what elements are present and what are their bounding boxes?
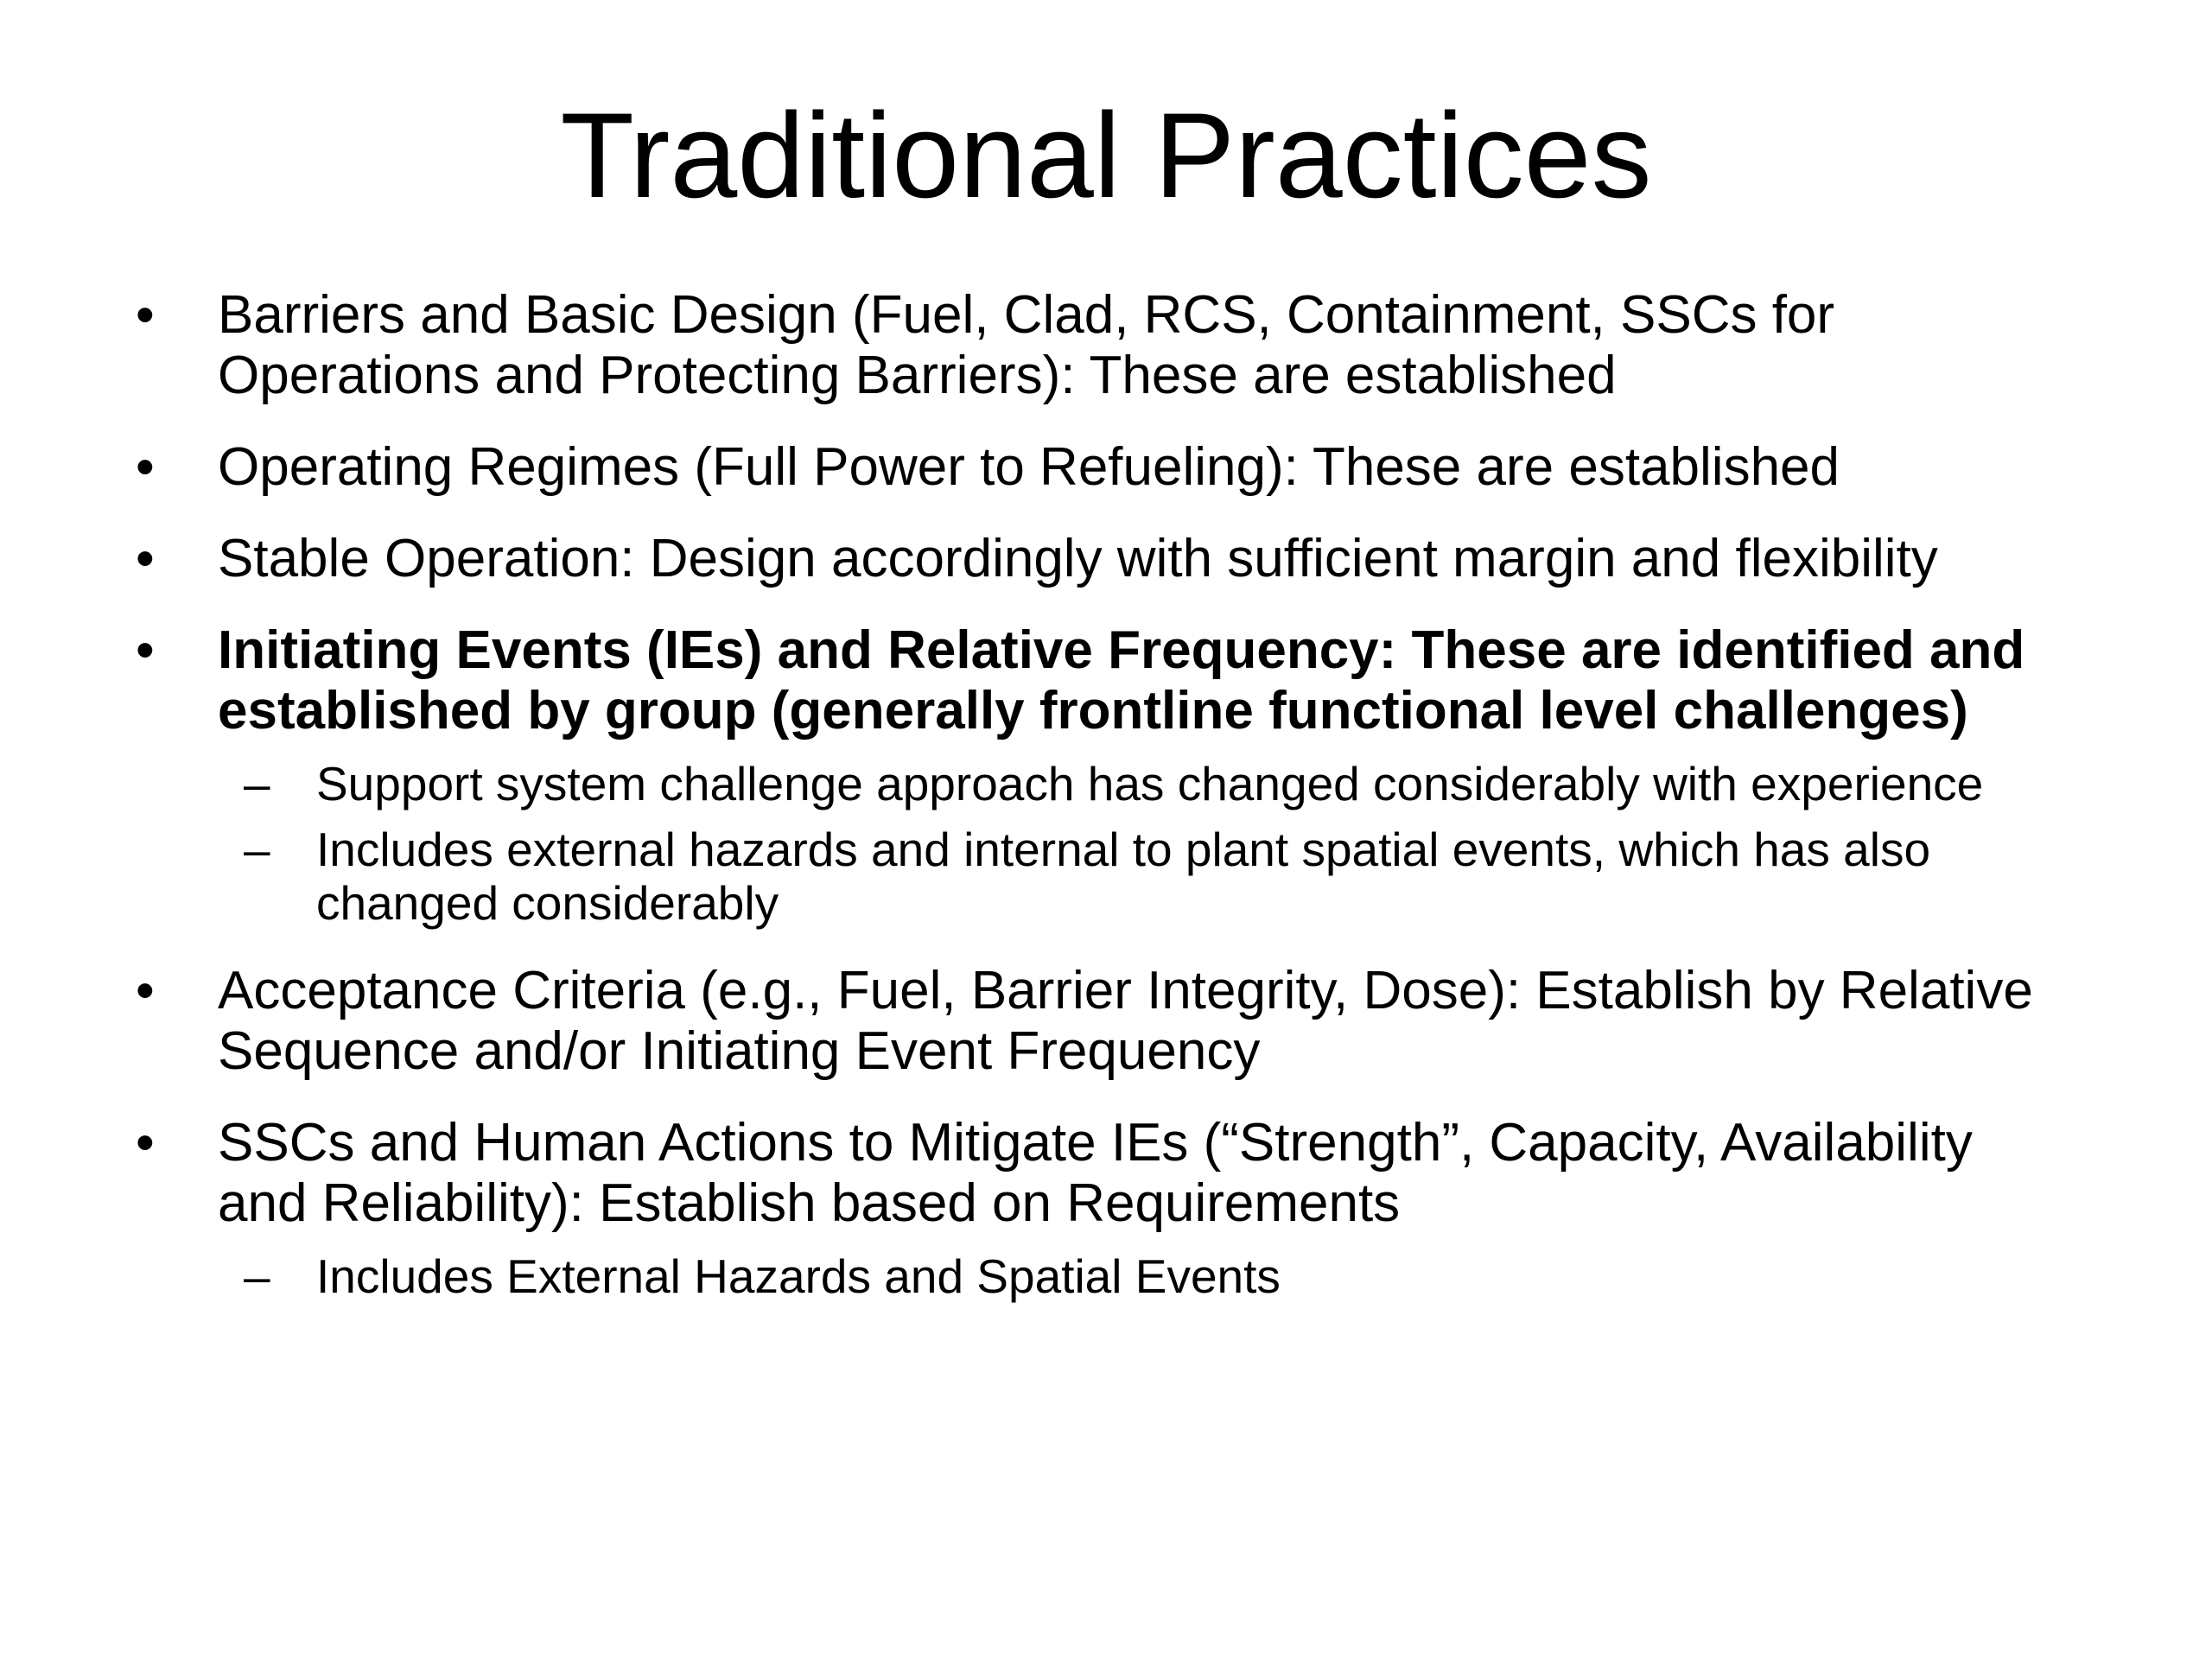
bullet-text: Barriers and Basic Design (Fuel, Clad, RCS, Containment, SSCs for Operations and Protecting Barriers): These are established	[218, 285, 1835, 405]
sub-bullet-item	[244, 823, 2079, 930]
bullet-list	[0, 285, 2212, 1334]
sub-bullet-text: Includes External Hazards and Spatial Events	[316, 1249, 1281, 1303]
bullet-item-acceptance-criteria	[136, 961, 2075, 1082]
sub-bullet-item	[244, 1249, 2079, 1303]
bullet-item-initiating-events	[136, 620, 2075, 741]
bullet-text: Initiating Events (IEs) and Relative Frequency: These are identified and established by group (generally frontline functional level challenges)	[218, 620, 2025, 741]
sub-bullet-dash: –	[244, 823, 270, 876]
sub-bullet-text: Support system challenge approach has changed considerably with experience	[316, 757, 1984, 810]
bullet-item-operating-regimes	[136, 437, 2075, 498]
bullet-text: Acceptance Criteria (e.g., Fuel, Barrier Integrity, Dose): Establish by Relative Sequence and/or Initiating Event Frequency	[218, 961, 2033, 1081]
bullet-item-barriers	[136, 285, 2075, 406]
sub-bullet-item	[244, 757, 2079, 810]
sub-bullet-list-sscs	[0, 1249, 2212, 1303]
bullet-dot: •	[136, 1113, 155, 1173]
bullet-text: Stable Operation: Design accordingly with sufficient margin and flexibility	[218, 529, 1938, 588]
sub-bullet-dash: –	[244, 757, 270, 810]
bullet-dot: •	[136, 285, 155, 345]
bullet-dot: •	[136, 437, 155, 497]
bullet-dot: •	[136, 620, 155, 680]
bullet-item-stable-operation	[136, 529, 2075, 589]
bullet-dot: •	[136, 529, 155, 588]
bullet-text: SSCs and Human Actions to Mitigate IEs (“Strength”, Capacity, Availability and Reliability): Establish based on Requirements	[218, 1113, 1973, 1233]
sub-bullet-text: Includes external hazards and internal to plant spatial events, which has also changed considerably	[316, 823, 1931, 930]
sub-bullet-list-initiating-events	[0, 757, 2212, 930]
sub-bullet-dash: –	[244, 1249, 270, 1303]
slide-title: Traditional Practices	[560, 87, 1652, 223]
bullet-text: Operating Regimes (Full Power to Refueling): These are established	[218, 437, 1840, 497]
bullet-item-sscs-human-actions	[136, 1113, 2075, 1234]
bullet-dot: •	[136, 961, 155, 1020]
